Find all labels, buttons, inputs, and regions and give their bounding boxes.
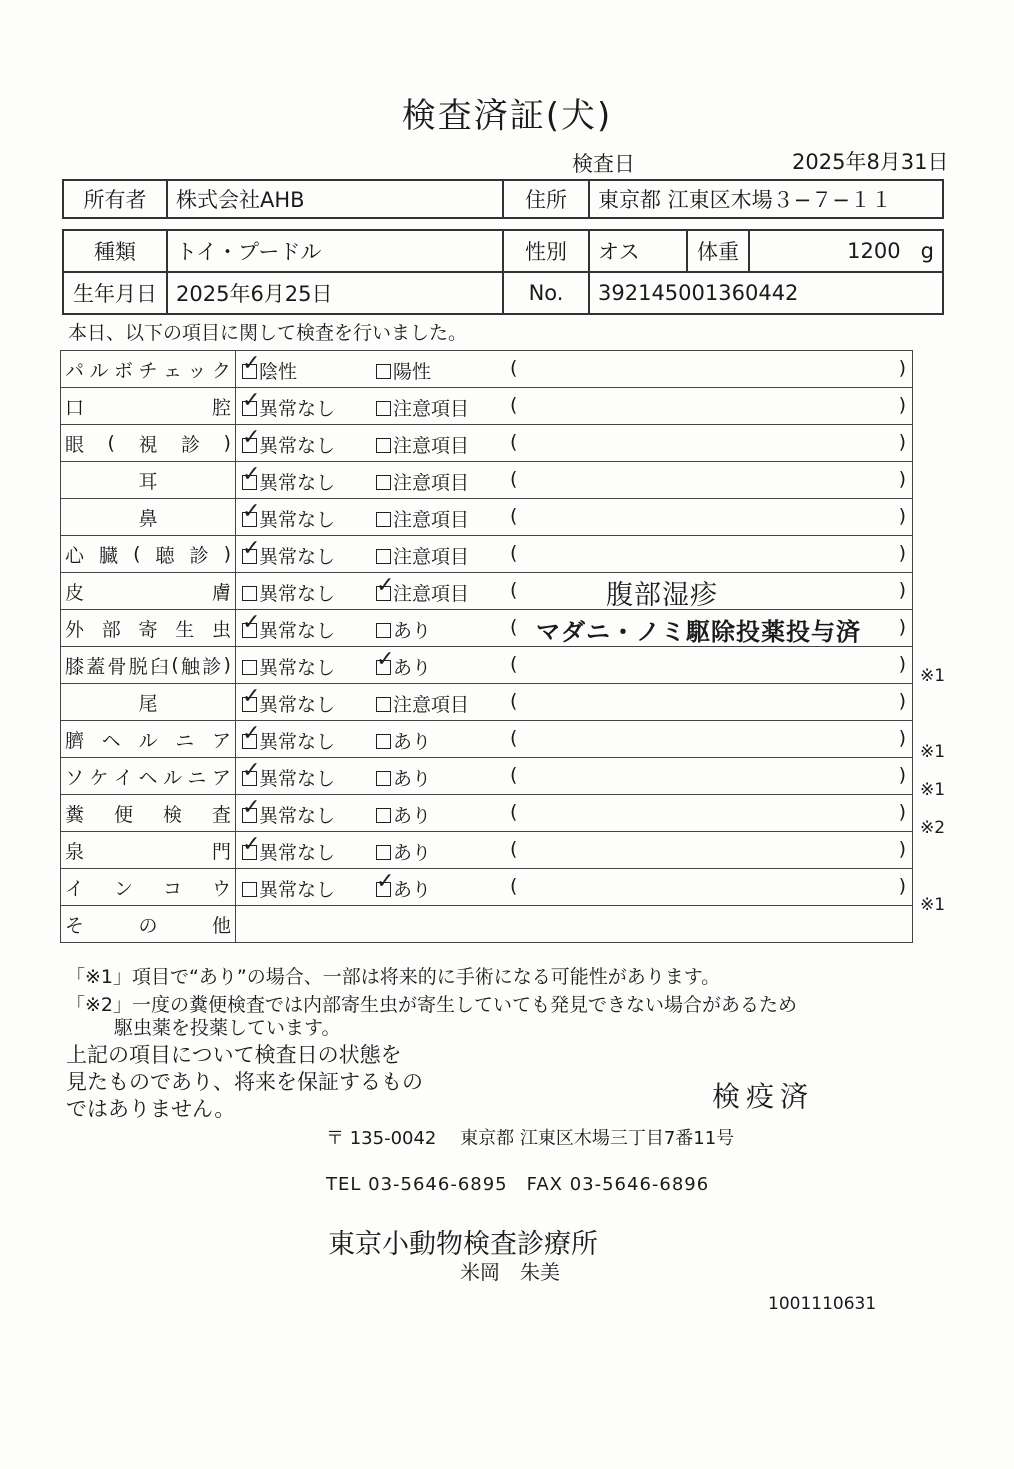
paren-open: ( (510, 653, 518, 675)
no-value: 392145001360442 (589, 272, 943, 314)
exam-item-cell (61, 425, 236, 462)
paren-open: ( (510, 727, 518, 749)
birth-value: 2025年6月25日 (167, 272, 503, 314)
exam-item-cell (61, 351, 236, 388)
paren-close: ) (898, 690, 906, 712)
owner-table (62, 179, 944, 219)
option-normal[interactable] (242, 758, 336, 791)
paren-open: ( (510, 838, 518, 860)
checkbox-icon[interactable] (376, 734, 391, 749)
checkbox-icon[interactable] (376, 623, 391, 638)
option-abnormal[interactable] (376, 690, 469, 717)
check-mark-icon: ✓ (242, 499, 261, 524)
exam-result-cell (236, 795, 913, 832)
checkbox-icon[interactable] (376, 771, 391, 786)
exam-item-label: 皮 膚 (65, 581, 231, 604)
checkbox-icon[interactable] (242, 425, 261, 453)
option-label: 陽性 (393, 361, 432, 383)
exam-result-cell (236, 758, 913, 795)
exam-item-cell (61, 684, 236, 721)
option-abnormal[interactable] (376, 573, 470, 606)
check-mark-icon: ✓ (242, 721, 261, 746)
weight-label: 体重 (687, 230, 749, 272)
check-mark-icon: ✓ (242, 832, 261, 857)
option-normal[interactable] (242, 536, 336, 569)
checkbox-icon[interactable] (242, 882, 257, 897)
option-normal[interactable] (242, 610, 336, 643)
exam-item-cell (61, 499, 236, 536)
exam-item-label: イ ン コ ウ (65, 877, 231, 900)
option-label: 注意項目 (393, 694, 470, 716)
paren-open: ( (510, 616, 518, 638)
address-label: 住所 (503, 180, 589, 218)
paren-open: ( (510, 542, 518, 564)
paren-close: ) (898, 542, 906, 564)
paren-open: ( (510, 431, 518, 453)
checkbox-icon[interactable] (376, 573, 395, 601)
footnote-mark: ※1 (920, 665, 946, 686)
paren-close: ) (898, 579, 906, 601)
exam-item-label: ソ ケ イ ヘ ル ニ ア (65, 766, 231, 789)
clinic-phone-fax: TEL 03-5646-6895 FAX 03-5646-6896 (326, 1174, 710, 1195)
disclaimer: 上記の項目について検査日の状態を 見たものであり、将来を保証するもの ではありません。 (66, 1043, 423, 1121)
paren-open: ( (510, 579, 518, 601)
person-name: 米岡 朱美 (460, 1260, 560, 1284)
option-label: 異常なし (259, 694, 336, 716)
sex-label: 性別 (503, 230, 589, 272)
exam-item-cell (61, 388, 236, 425)
exam-item-label: 眼 ( 視 診 ) (65, 432, 231, 456)
checkbox-icon[interactable] (242, 795, 261, 823)
exam-result-cell (236, 388, 913, 425)
option-label: 注意項目 (393, 509, 470, 531)
clinic-address: 〒 135-0042 東京都 江東区木場三丁目7番11号 (326, 1128, 735, 1149)
option-label: 異常なし (259, 398, 336, 420)
option-label: 異常なし (259, 620, 336, 642)
checkbox-icon[interactable] (242, 610, 261, 638)
exam-result-cell (236, 721, 913, 758)
option-normal[interactable] (242, 832, 336, 865)
paren-close: ) (898, 875, 906, 897)
exam-item-label: 尾 (138, 692, 158, 715)
checkbox-icon[interactable] (376, 438, 391, 453)
exam-row (61, 351, 913, 388)
checkbox-icon[interactable] (242, 721, 261, 749)
option-abnormal[interactable] (376, 838, 431, 865)
paren-close: ) (898, 431, 906, 453)
option-label: 注意項目 (393, 583, 470, 605)
check-mark-icon: ✓ (242, 351, 261, 376)
checkbox-icon[interactable] (376, 808, 391, 823)
checkbox-icon[interactable] (376, 512, 391, 527)
option-label: 異常なし (259, 435, 336, 457)
option-label: 異常なし (259, 657, 336, 679)
other-value (236, 906, 913, 943)
checkbox-icon[interactable] (376, 869, 395, 897)
exam-item-cell (61, 721, 236, 758)
check-mark-icon: ✓ (242, 425, 261, 450)
checkbox-icon[interactable] (376, 697, 391, 712)
no-label: No. (503, 272, 589, 314)
exam-result-cell (236, 573, 913, 610)
exam-note: 腹部湿疹 (606, 580, 718, 610)
clinic-name: 東京小動物検査診療所 (328, 1229, 598, 1260)
option-normal[interactable] (242, 795, 336, 828)
exam-date-value: 2025年8月31日 (792, 150, 949, 174)
exam-item-label: 泉 門 (65, 840, 231, 863)
exam-row-other (61, 906, 913, 943)
check-mark-icon: ✓ (242, 610, 261, 635)
exam-item-label: 鼻 (138, 507, 158, 530)
option-label: 異常なし (259, 509, 336, 531)
checkbox-icon[interactable] (242, 536, 261, 564)
option-normal[interactable] (242, 721, 336, 754)
check-mark-icon: ✓ (242, 462, 261, 487)
option-label: 異常なし (259, 768, 336, 790)
breed-label: 種類 (63, 230, 167, 272)
exam-item-label: 耳 (138, 470, 158, 493)
checkbox-icon[interactable] (242, 660, 257, 675)
exam-item-label: 外 部 寄 生 虫 (65, 618, 231, 641)
exam-row (61, 573, 913, 610)
exam-row (61, 684, 913, 721)
footnote-mark: ※1 (920, 894, 946, 915)
birth-label: 生年月日 (63, 272, 167, 314)
option-label: 異常なし (259, 472, 336, 494)
check-mark-icon: ✓ (376, 869, 395, 894)
exam-result-cell (236, 425, 913, 462)
breed-value: トイ・プードル (167, 230, 503, 272)
option-label: 注意項目 (393, 435, 470, 457)
option-label: あり (393, 879, 432, 901)
option-label: 注意項目 (393, 546, 470, 568)
option-label: あり (393, 620, 432, 642)
paren-open: ( (510, 468, 518, 490)
exam-result-cell (236, 610, 913, 647)
footnote-2-continued: 駆虫薬を投薬しています。 (114, 1017, 341, 1039)
check-mark-icon: ✓ (242, 388, 261, 413)
exam-row (61, 425, 913, 462)
paren-close: ) (898, 653, 906, 675)
paren-open: ( (510, 690, 518, 712)
option-abnormal[interactable] (376, 357, 431, 384)
paren-close: ) (898, 616, 906, 638)
option-normal[interactable] (242, 462, 336, 495)
exam-result-cell (236, 647, 913, 684)
exam-item-label: 膝 蓋 骨 脱 臼 ( 触 診 ) (65, 654, 231, 678)
option-abnormal[interactable] (376, 727, 431, 754)
exam-item-cell (61, 536, 236, 573)
option-normal[interactable] (242, 875, 335, 902)
exam-row (61, 536, 913, 573)
exam-row (61, 721, 913, 758)
checkbox-icon[interactable] (242, 832, 261, 860)
option-abnormal[interactable] (376, 616, 431, 643)
sex-value: オス (589, 230, 687, 272)
checkbox-icon[interactable] (242, 388, 261, 416)
exam-row (61, 499, 913, 536)
document-title: 検査済証(犬) (401, 96, 613, 136)
option-label: 異常なし (259, 805, 336, 827)
exam-row (61, 758, 913, 795)
exam-item-cell (61, 795, 236, 832)
paren-close: ) (898, 468, 906, 490)
exam-row (61, 795, 913, 832)
option-label: あり (393, 805, 432, 827)
other-label: そ の 他 (65, 914, 231, 937)
option-label: 注意項目 (393, 398, 470, 420)
option-label: 注意項目 (393, 472, 470, 494)
exam-result-cell (236, 536, 913, 573)
checkbox-icon[interactable] (242, 351, 261, 379)
exam-row (61, 388, 913, 425)
option-abnormal[interactable] (376, 394, 469, 421)
option-abnormal[interactable] (376, 869, 432, 902)
exam-note: マダニ・ノミ駆除投薬投与済 (536, 618, 861, 646)
option-abnormal[interactable] (376, 764, 431, 791)
paren-close: ) (898, 394, 906, 416)
exam-row (61, 610, 913, 647)
check-mark-icon: ✓ (376, 647, 395, 672)
checkbox-icon[interactable] (242, 499, 261, 527)
paren-close: ) (898, 505, 906, 527)
checkbox-icon[interactable] (376, 647, 395, 675)
exam-item-label: 糞 便 検 査 (65, 803, 231, 826)
checkbox-icon[interactable] (376, 401, 391, 416)
paren-open: ( (510, 875, 518, 897)
exam-result-cell (236, 869, 913, 906)
paren-open: ( (510, 801, 518, 823)
exam-result-cell (236, 351, 913, 388)
exam-result-cell (236, 832, 913, 869)
footnote-mark: ※1 (920, 742, 946, 762)
option-abnormal[interactable] (376, 647, 432, 680)
weight-unit: g (920, 239, 934, 263)
exam-item-cell (61, 758, 236, 795)
exam-item-cell (61, 573, 236, 610)
option-normal[interactable] (242, 499, 336, 532)
paren-close: ) (898, 357, 906, 379)
exam-result-cell (236, 462, 913, 499)
option-label: あり (393, 731, 432, 753)
weight-cell (749, 230, 943, 272)
option-label: 異常なし (259, 546, 336, 568)
option-label: あり (393, 768, 432, 790)
animal-table (62, 229, 944, 315)
option-normal[interactable] (242, 351, 298, 384)
paren-open: ( (510, 764, 518, 786)
owner-value: 株式会社AHB (167, 180, 503, 218)
exam-item-cell (61, 610, 236, 647)
checkbox-icon[interactable] (242, 684, 261, 712)
checkbox-icon[interactable] (242, 586, 257, 601)
option-label: あり (393, 842, 432, 864)
address-value: 東京都 江東区木場３−７−１１ (589, 180, 943, 218)
exam-item-label: 臍 ヘ ル ニ ア (65, 729, 231, 752)
option-label: 異常なし (259, 731, 336, 753)
owner-label: 所有者 (63, 180, 167, 218)
exam-item-cell (61, 906, 236, 943)
exam-item-cell (61, 462, 236, 499)
exam-row (61, 647, 913, 684)
exam-row (61, 462, 913, 499)
paren-close: ) (898, 801, 906, 823)
intro-text: 本日、以下の項目に関して検査を行いました。 (68, 322, 468, 344)
option-abnormal[interactable] (376, 431, 469, 458)
checkbox-icon[interactable] (376, 475, 391, 490)
check-mark-icon: ✓ (242, 758, 261, 783)
exam-date-label: 検査日 (572, 152, 635, 176)
exam-row (61, 832, 913, 869)
exam-item-cell (61, 832, 236, 869)
paren-open: ( (510, 394, 518, 416)
exam-item-label: パ ル ボ チ ェ ッ ク (65, 359, 231, 382)
check-mark-icon: ✓ (242, 795, 261, 820)
checkbox-icon[interactable] (376, 845, 391, 860)
paren-close: ) (898, 838, 906, 860)
exam-result-cell (236, 499, 913, 536)
exam-item-cell (61, 647, 236, 684)
option-normal[interactable] (242, 388, 336, 421)
paren-close: ) (898, 764, 906, 786)
quarantine-stamp: 検疫済 (712, 1080, 815, 1113)
footnote-mark: ※1 (920, 780, 946, 801)
serial-number: 1001110631 (768, 1294, 877, 1314)
option-label: 異常なし (259, 879, 336, 901)
checkbox-icon[interactable] (376, 364, 391, 379)
check-mark-icon: ✓ (376, 573, 395, 598)
exam-item-cell (61, 869, 236, 906)
exam-item-label: 心 臓 ( 聴 診 ) (65, 543, 231, 567)
exam-table (60, 350, 913, 943)
footnote-1: 「※1」項目で“あり”の場合、一部は将来的に手術になる可能性があります。 (66, 966, 721, 988)
checkbox-icon[interactable] (242, 758, 261, 786)
option-abnormal[interactable] (376, 542, 469, 569)
checkbox-icon[interactable] (376, 549, 391, 564)
option-abnormal[interactable] (376, 468, 469, 495)
checkbox-icon[interactable] (242, 462, 261, 490)
paren-open: ( (510, 357, 518, 379)
option-abnormal[interactable] (376, 505, 469, 532)
check-mark-icon: ✓ (242, 684, 261, 709)
footnote-2: 「※2」一度の糞便検査では内部寄生虫が寄生していても発見できない場合があるため (66, 994, 798, 1016)
option-label: 異常なし (259, 842, 336, 864)
option-label: 陰性 (259, 361, 298, 383)
exam-row (61, 869, 913, 906)
exam-item-label: 口 腔 (65, 396, 231, 419)
check-mark-icon: ✓ (242, 536, 261, 561)
option-label: あり (393, 657, 432, 679)
option-normal[interactable] (242, 684, 336, 717)
option-label: 異常なし (259, 583, 336, 605)
weight-value: 1200 (847, 239, 901, 263)
paren-close: ) (898, 727, 906, 749)
option-normal[interactable] (242, 579, 335, 606)
exam-result-cell (236, 684, 913, 721)
option-abnormal[interactable] (376, 801, 431, 828)
option-normal[interactable] (242, 653, 335, 680)
footnote-mark: ※2 (920, 818, 946, 839)
paren-open: ( (510, 505, 518, 527)
option-normal[interactable] (242, 425, 336, 458)
